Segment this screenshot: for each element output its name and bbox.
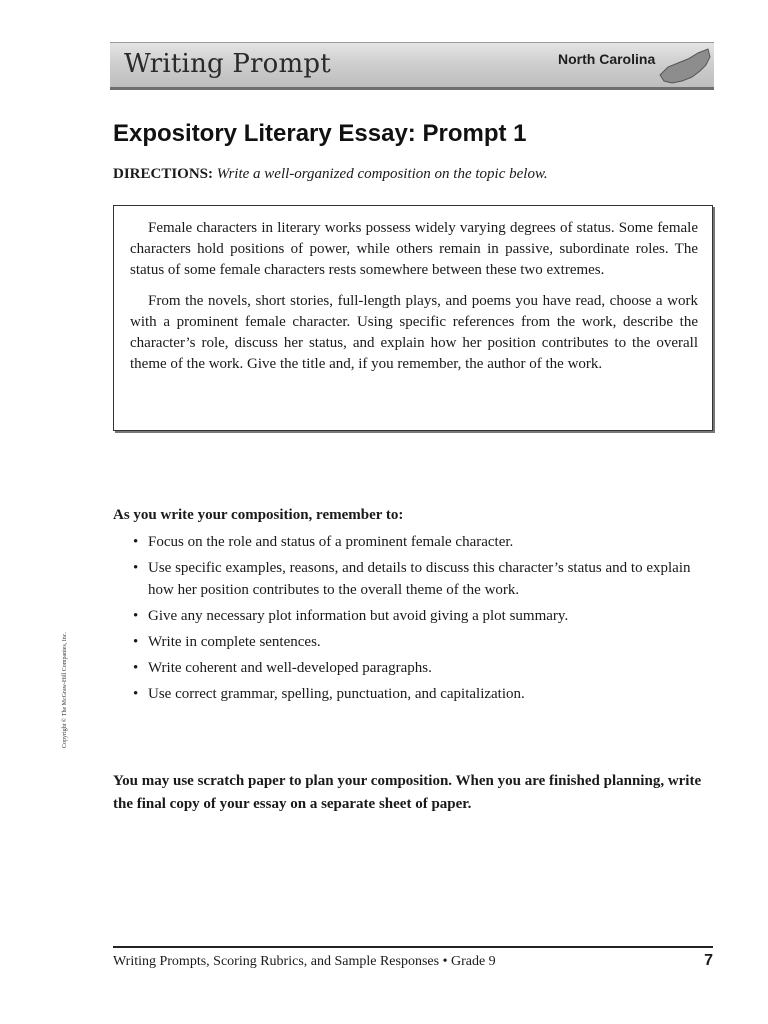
bullet-icon: • [133,560,139,576]
bullet-icon: • [133,534,139,550]
bullet-icon: • [133,660,139,676]
directions-text: Write a well-organized composition on the topic below. [216,166,548,182]
checklist [130,531,700,709]
north-carolina-map-icon [658,45,712,94]
directions [113,166,548,183]
banner-title: Writing Prompt [124,49,331,79]
footer-divider [113,946,713,948]
list-item-text: Write coherent and well-developed paragraphs. [148,660,432,676]
list-item-text: Write in complete sentences. [148,634,321,650]
list-item [130,605,700,627]
prompt-paragraph: From the novels, short stories, full-length plays, and poems you have read, choose a work with a prominent female character. Using specific references from the work, describe the character’s role, discuss her status, and explain how her position contributes to the overall theme of the work. Give the title and, if you remember, the author of the work. [130,293,698,372]
closing-instructions: You may use scratch paper to plan your composition. When you are finished planning, write the final copy of your essay on a separate sheet of paper. [113,773,702,812]
list-item-text: Use correct grammar, spelling, punctuation, and capitalization. [148,686,525,702]
page-number: 7 [704,952,713,969]
bullet-icon: • [133,608,139,624]
copyright-notice: Copyright © The McGraw-Hill Companies, Inc. [62,632,68,748]
footer-text: Writing Prompts, Scoring Rubrics, and Sample Responses • Grade 9 [113,954,496,969]
list-item [130,557,700,601]
list-item [130,531,700,553]
directions-label: DIRECTIONS: [113,166,214,182]
list-item [130,683,700,705]
header-banner [110,42,714,90]
list-item [130,657,700,679]
list-item-text: Focus on the role and status of a prominent female character. [148,534,514,550]
bullet-icon: • [133,634,139,650]
bullet-icon: • [133,686,139,702]
list-item-text: Give any necessary plot information but avoid giving a plot summary. [148,608,569,624]
remember-heading: As you write your composition, remember to: [113,507,404,523]
state-label: North Carolina [558,51,656,67]
page-title: Expository Literary Essay: Prompt 1 [113,120,527,147]
prompt-box [113,205,713,431]
list-item [130,631,700,653]
prompt-paragraph: Female characters in literary works possess widely varying degrees of status. Some female characters hold positions of power, while others remain in passive, subordinate roles. The status of some female characters rests somewhere between these two extremes. [130,220,698,278]
list-item-text: Use specific examples, reasons, and details to discuss this character’s status and to explain how her position contributes to the overall theme of the work. [148,560,691,598]
